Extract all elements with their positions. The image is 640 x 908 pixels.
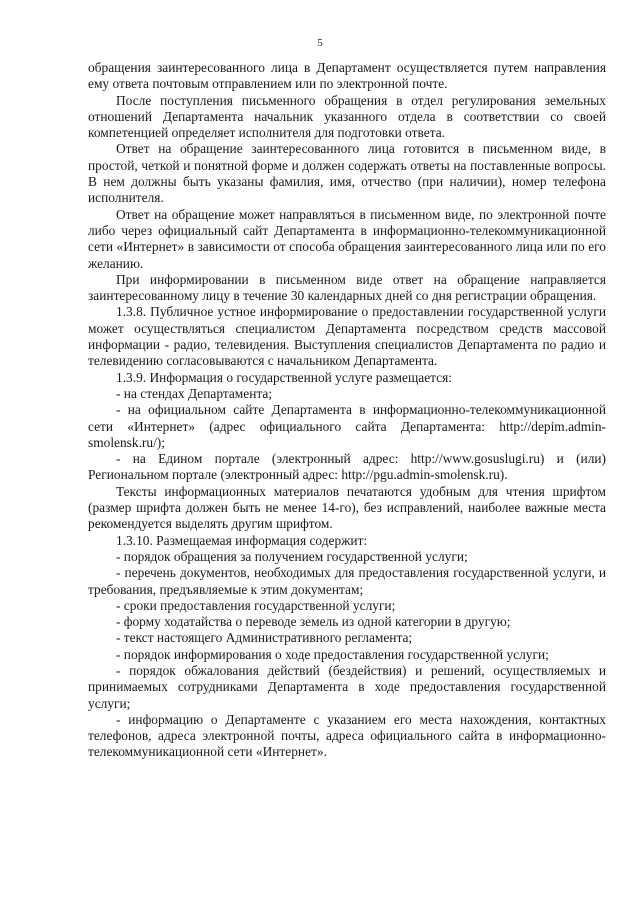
- paragraph: обращения заинтересованного лица в Департамент осуществляется путем направления ему ответа почтовым отправлением или по электронной почте.: [88, 60, 606, 92]
- list-item: - информацию о Департаменте с указанием его места нахождения, контактных телефонов, адреса электронной почты, адреса официального сайта в информационно-телекоммуникационной сети «Интернет».: [88, 711, 606, 760]
- list-item: - на Едином портале (электронный адрес: http://www.gosuslugi.ru) и (или) Региональном портале (электронный адрес: http://pgu.admin-smolensk.ru).: [88, 451, 606, 483]
- paragraph: Тексты информационных материалов печатаются удобным для чтения шрифтом (размер шрифта должен быть не менее 14-го), без исправлений, наиболее важные места рекомендуется выделять другим шрифтом.: [88, 483, 606, 532]
- document-body: [88, 60, 606, 761]
- list-item: - порядок информирования о ходе предоставления государственной услуги;: [116, 646, 549, 662]
- paragraph: Ответ на обращение заинтересованного лица готовится в письменном виде, в простой, четкой и понятной форме и должен содержать ответы на поставленные вопросы. В нем должны быть указаны фамилия, имя, отчество (при наличии), номер телефона исполнителя.: [88, 141, 606, 206]
- page-number: 5: [317, 37, 323, 49]
- section-1-3-8: 1.3.8. Публичное устное информирование о предоставлении государственной услуги может осуществляться специалистом Департамента посредством средств массовой информации - радио, телевидения. Выступления специалистов Департамента по радио и телевидению согласовываются с начальником Департамента.: [88, 304, 606, 369]
- list-item: - перечень документов, необходимых для предоставления государственной услуги, и требования, предъявляемые к этим документам;: [88, 565, 606, 597]
- list-item: - порядок обращения за получением государственной услуги;: [116, 548, 468, 564]
- list-item: - на официальном сайте Департамента в информационно-телекоммуникационной сети «Интернет» (адрес официального сайта Департамента: http://depim.admin-smolensk.ru/);: [88, 402, 606, 450]
- paragraph: После поступления письменного обращения в отдел регулирования земельных отношений Департамента начальник указанного отдела в соответствии со своей компетенцией определяет исполнителя для подготовки ответа.: [88, 92, 606, 141]
- section-1-3-9: 1.3.9. Информация о государственной услуге размещается:: [116, 369, 452, 385]
- paragraph: При информировании в письменном виде ответ на обращение направляется заинтересованному лицу в течение 30 календарных дней со дня регистрации обращения.: [88, 271, 606, 304]
- section-1-3-10: 1.3.10. Размещаемая информация содержит:: [116, 532, 368, 548]
- list-item: - форму ходатайства о переводе земель из одной категории в другую;: [116, 614, 511, 630]
- list-item: - сроки предоставления государственной услуги;: [116, 597, 396, 613]
- list-item: - на стендах Департамента;: [116, 385, 273, 401]
- list-item: - текст настоящего Административного регламента;: [116, 630, 413, 646]
- list-item: - порядок обжалования действий (бездействия) и решений, осуществляемых и принимаемых сотрудниками Департамента в ходе предоставления государственной услуги;: [88, 662, 606, 711]
- paragraph: Ответ на обращение может направляться в письменном виде, по электронной почте либо через официальный сайт Департамента в информационно-телекоммуникационной сети «Интернет» в зависимости от способа обращения заинтересованного лица или по его желанию.: [88, 206, 606, 271]
